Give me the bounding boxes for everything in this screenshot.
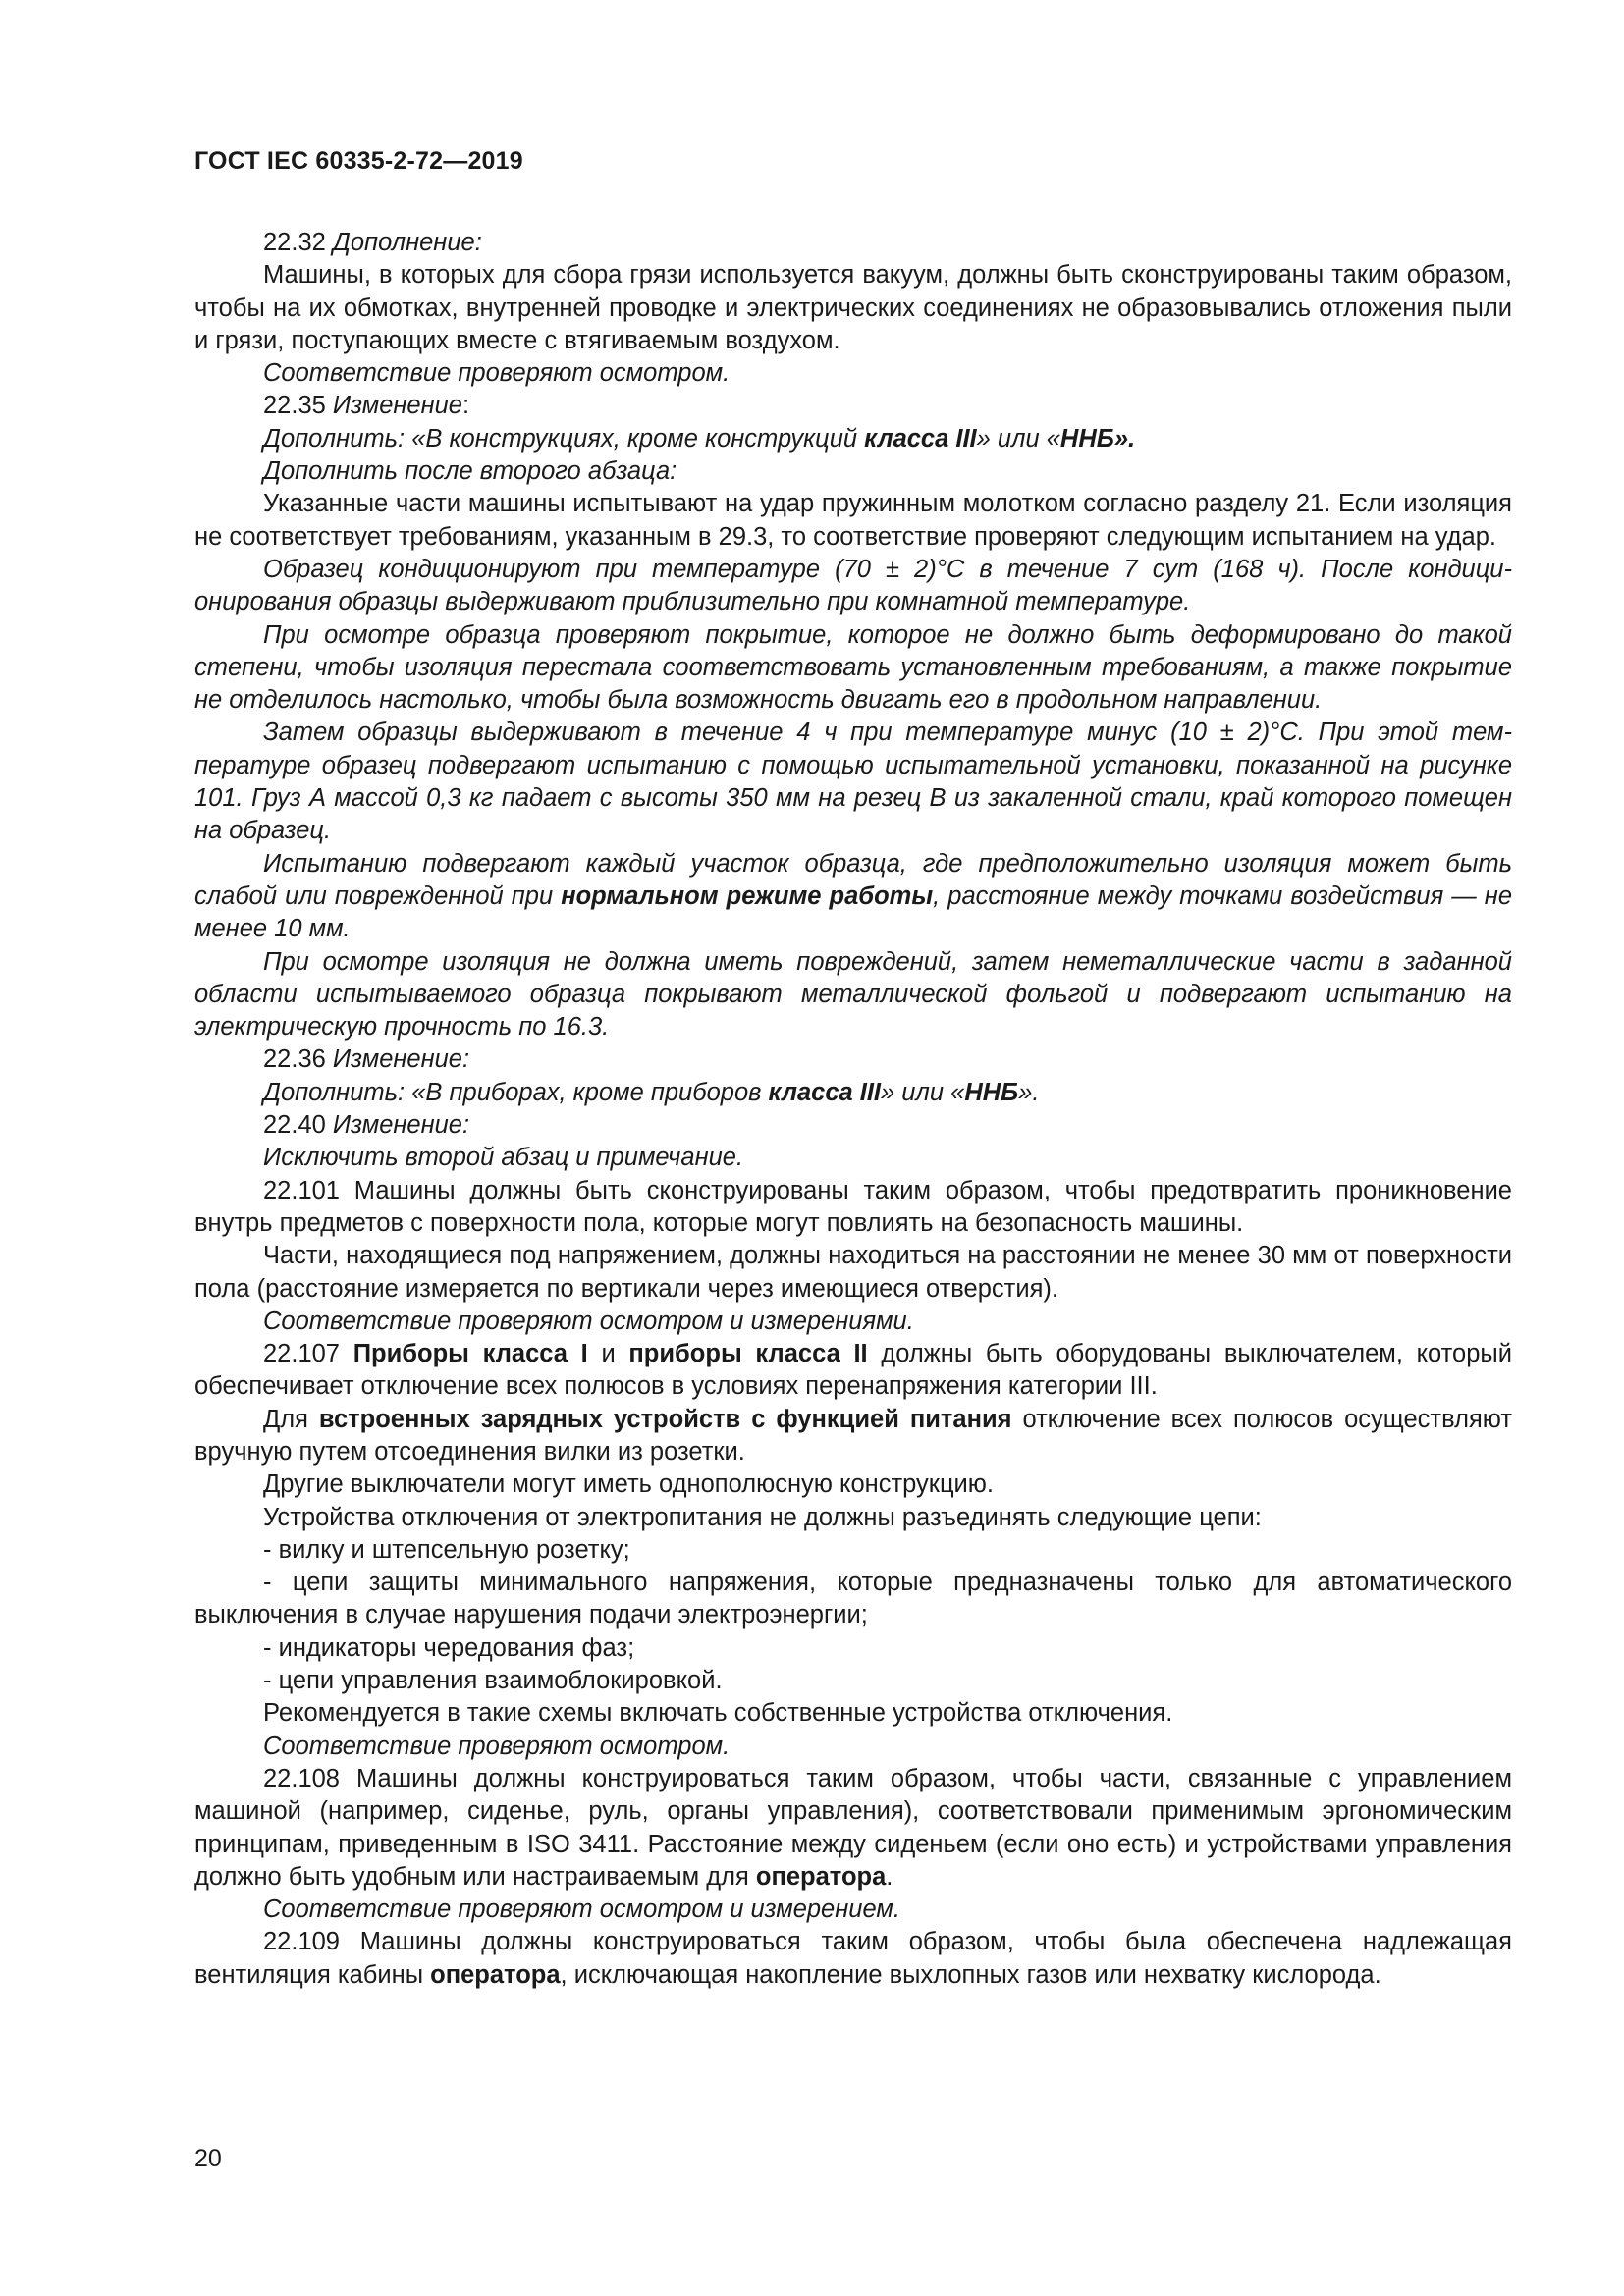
page-number: 20: [194, 2145, 222, 2172]
text-segment: » или «: [976, 424, 1060, 453]
text-segment: Образец кондиционируют при температуре (70 ± 2)°С в течение 7 сут (168 ч). После кондиционирования образцы выдерживают приблизительно при комнатной температуре.: [194, 555, 1512, 616]
text-segment: При осмотре образца проверяют покрытие, которое не должно быть деформировано до такой степени, чтобы изоляция перестала соответствовать установленным требованиям, а также покрытие не отделилось настолько, чтобы была возможность двигать его в продольном направлении.: [194, 620, 1512, 715]
paragraph-p8: [194, 554, 1512, 619]
paragraph-p23: [194, 1502, 1512, 1534]
paragraph-p15: [194, 1109, 1512, 1142]
text-segment: 22.101 Машины должны быть сконструированы таким образом, чтобы предотвратить проникновение внутрь предметов с поверхности пола, которые могут повлиять на безопасность машины.: [194, 1176, 1512, 1237]
paragraph-p27: [194, 1665, 1512, 1697]
document-body: [194, 227, 1512, 1992]
text-segment: - индикаторы чередования фаз;: [263, 1633, 635, 1662]
paragraph-p12: [194, 946, 1512, 1044]
text-segment: Соответствие проверяют осмотром.: [263, 1732, 731, 1760]
text-segment: Соответствие проверяют осмотром и измерениями.: [263, 1307, 914, 1335]
text-segment: ».: [1113, 424, 1136, 453]
text-segment: Машины, в которых для сбора грязи используется вакуум, должны быть сконструированы таким образом, чтобы на их обмотках, внутренней проводке и электрических соединениях не образовывались отложения пыли и грязи, поступающих вместе с втягиваемым воздухом.: [194, 261, 1512, 354]
text-segment: - вилку и штепсельную розетку;: [263, 1535, 630, 1564]
paragraph-p10: [194, 717, 1512, 847]
paragraph-p1: [194, 227, 1512, 259]
text-segment: ».: [1018, 1078, 1040, 1106]
text-segment: 22.108 Машины должны конструироваться таким образом, чтобы части, связанные с управлением машиной (например, сиденье, руль, органы управления), соответствовали применимым эргономическим принципам, приведенным в ISO 3411. Расстояние между сиденьем (если оно есть) и устройствами управления должно быть удобным или настраиваемым для: [194, 1764, 1512, 1891]
text-segment: Указанные части машины испытывают на удар пружинным молотком согласно разделу 21. Если изоляция не соответствует требованиям, указанным в 29.3, то соответствие проверяют следующим испытанием на удар.: [194, 490, 1512, 551]
text-segment: нормальном режиме работы: [561, 881, 934, 910]
paragraph-p6: [194, 455, 1512, 488]
text-segment: Приборы класса I: [352, 1340, 588, 1368]
text-segment: , исключающая накопление выхлопных газов или нехватку кислорода.: [560, 1960, 1381, 1989]
paragraph-p3: [194, 357, 1512, 390]
text-segment: 22.40: [263, 1111, 333, 1140]
text-segment: » или «: [881, 1078, 965, 1106]
paragraph-p17: [194, 1175, 1512, 1241]
text-segment: ННБ: [964, 1078, 1019, 1106]
text-segment: встроенных зарядных устройств с функцией питания: [318, 1405, 1012, 1433]
text-segment: Соответствие проверяют осмотром и измерением.: [263, 1896, 900, 1924]
paragraph-p20: [194, 1338, 1512, 1404]
text-segment: Для: [263, 1405, 319, 1433]
text-segment: оператора: [755, 1862, 887, 1891]
paragraph-p24: [194, 1534, 1512, 1567]
text-segment: должны быть оборудованы выключателем, который обеспечивает отключение всех полюсов в условиях перенапряжения категории III.: [194, 1340, 1512, 1401]
paragraph-p13: [194, 1043, 1512, 1076]
text-segment: Дополнить после второго абзаца:: [263, 457, 677, 486]
text-segment: Части, находящиеся под напряжением, должны находиться на расстоянии не менее 30 мм от поверхности пола (расстояние измеряется по вертикали через имеющиеся отверстия).: [194, 1242, 1512, 1303]
paragraph-p29: [194, 1731, 1512, 1763]
text-segment: Изменение: [332, 392, 462, 420]
paragraph-p16: [194, 1142, 1512, 1174]
text-segment: оператора: [430, 1960, 561, 1989]
text-segment: класса III: [864, 424, 977, 453]
paragraph-p21: [194, 1404, 1512, 1469]
text-segment: приборы класса II: [628, 1340, 868, 1368]
text-segment: Рекомендуется в такие схемы включать собственные устройства отключения.: [263, 1699, 1173, 1728]
paragraph-p22: [194, 1468, 1512, 1501]
text-segment: 22.109 Машины должны конструироваться таким образом, чтобы была обеспечена надлежащая вентиляция кабины: [194, 1928, 1512, 1989]
text-segment: Дополнить: «В конструкциях, кроме конструкций: [263, 424, 865, 453]
text-segment: Изменение:: [332, 1045, 470, 1074]
paragraph-p2: [194, 259, 1512, 357]
paragraph-p18: [194, 1240, 1512, 1306]
paragraph-p9: [194, 619, 1512, 718]
paragraph-p30: [194, 1763, 1512, 1894]
paragraph-p5: [194, 423, 1512, 455]
text-segment: :: [462, 392, 470, 420]
text-segment: .: [886, 1862, 893, 1891]
text-segment: - цепи защиты минимального напряжения, которые предназначены только для автоматического выключения в случае нарушения подачи электроэнергии;: [194, 1569, 1512, 1629]
paragraph-p26: [194, 1632, 1512, 1665]
text-segment: отключение всех полюсов осуществляют вручную путем отсоединения вилки из розетки.: [194, 1405, 1512, 1466]
text-segment: При осмотре изоляция не должна иметь повреждений, затем неметаллические части в заданной области испытываемого образца покрывают металлической фольгой и подвергают испытанию на электрическую прочность по 16.3.: [194, 947, 1512, 1041]
text-segment: - цепи управления взаимоблокировкой.: [263, 1667, 723, 1695]
paragraph-p25: [194, 1567, 1512, 1632]
paragraph-p4: [194, 390, 1512, 422]
paragraph-p14: [194, 1077, 1512, 1109]
text-segment: Затем образцы выдерживают в течение 4 ч при температуре минус (10 ± 2)°С. При этой температуре образец подвергают испытанию с помощью испытательной установки, показанной на рисунке 101. Груз А массой 0,3 кг падает с высоты 350 мм на резец В из закаленной стали, край которого помещен на образец.: [194, 719, 1512, 845]
text-segment: Исключить второй абзац и примечание.: [263, 1144, 744, 1172]
paragraph-p11: [194, 848, 1512, 946]
text-segment: 22.36: [263, 1045, 333, 1074]
text-segment: ННБ: [1059, 424, 1114, 453]
text-segment: Изменение:: [332, 1111, 470, 1140]
text-segment: , расстояние между точками воздействия — не менее 10 мм.: [194, 881, 1512, 943]
paragraph-p28: [194, 1697, 1512, 1730]
text-segment: 22.35: [263, 392, 333, 420]
paragraph-p32: [194, 1926, 1512, 1992]
text-segment: и: [587, 1340, 629, 1368]
text-segment: Дополнить: «В приборах, кроме приборов: [263, 1078, 769, 1106]
paragraph-p19: [194, 1306, 1512, 1338]
paragraph-p31: [194, 1894, 1512, 1926]
text-segment: Соответствие проверяют осмотром.: [263, 359, 731, 388]
standard-header: ГОСТ IEC 60335-2-72—2019: [194, 147, 523, 175]
text-segment: Устройства отключения от электропитания не должны разъединять следующие цепи:: [263, 1503, 1262, 1531]
text-segment: Другие выключатели могут иметь однополюсную конструкцию.: [263, 1470, 995, 1499]
paragraph-p7: [194, 488, 1512, 554]
text-segment: Испытанию подвергают каждый участок образца, где предположительно изоляция может быть слабой или поврежденной при: [194, 849, 1512, 910]
text-segment: 22.107: [263, 1340, 353, 1368]
text-segment: 22.32: [263, 229, 333, 256]
text-segment: Дополнение:: [332, 229, 482, 256]
text-segment: класса III: [768, 1078, 882, 1106]
